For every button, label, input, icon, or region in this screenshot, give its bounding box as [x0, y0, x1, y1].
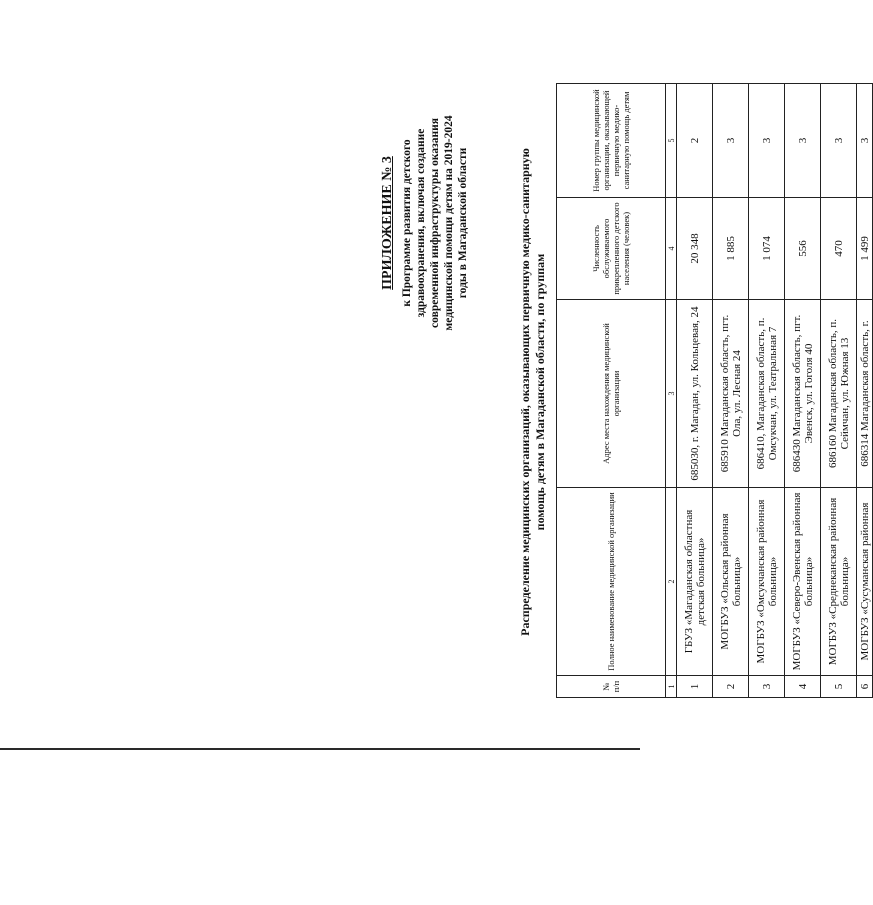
table-row [785, 84, 821, 698]
appendix-line: медицинской помощи детям на 2019-2024 [443, 115, 455, 331]
table-row [713, 84, 749, 698]
column-number: 3 [666, 300, 677, 488]
row-number: 1 [677, 676, 713, 698]
organization-name: МОГБУЗ «Северо-Эвенская районная больница» [785, 488, 821, 676]
group-number: 3 [785, 84, 821, 198]
appendix-line: к Программе развития детского [401, 139, 413, 307]
appendix-line: годы в Магаданской области [457, 147, 469, 299]
header-cell-number: № п/п [557, 676, 666, 698]
group-number: 2 [677, 84, 713, 198]
child-population: 1 885 [713, 198, 749, 300]
document-title [518, 72, 548, 712]
table-row [677, 84, 713, 698]
row-number: 4 [785, 676, 821, 698]
header-cell-name: Полное наименование медицинской организации [557, 488, 666, 676]
column-number-row [666, 84, 677, 698]
table-row [821, 84, 857, 698]
header-cell-address: Адрес места нахождения медицинской организации [557, 300, 666, 488]
document-title-line: Распределение медицинских организаций, оказывающих первичную медико-санитарную [518, 148, 532, 636]
organization-name: МОГБУЗ «Омсукчанская районная больница» [749, 488, 785, 676]
child-population: 20 348 [677, 198, 713, 300]
organization-name: ГБУЗ «Магаданская областная детская больница» [677, 488, 713, 676]
header-cell-group: Номер группы медицинской организации, оказывающей первичную медико-санитарную помощь детям [557, 84, 666, 198]
table-header-row [557, 84, 666, 698]
organization-address: 685030, г. Магадан, ул. Кольцевая, 24 [677, 300, 713, 488]
column-number: 1 [666, 676, 677, 698]
row-number: 6 [857, 676, 873, 698]
table-row [857, 84, 873, 698]
organization-name: МОГБУЗ «Среднеканская районная больница» [821, 488, 857, 676]
column-number: 4 [666, 198, 677, 300]
organization-address: 686314 Магаданская область, г. [857, 300, 873, 488]
group-number: 3 [713, 84, 749, 198]
group-number: 3 [857, 84, 873, 198]
table-row [749, 84, 785, 698]
child-population: 1 074 [749, 198, 785, 300]
column-number: 2 [666, 488, 677, 676]
scan-edge-line [0, 748, 640, 750]
rotated-document-page [370, 72, 871, 712]
appendix-heading: ПРИЛОЖЕНИЕ № 3 [380, 156, 395, 290]
organization-address: 685910 Магаданская область, пгт. Ола, ул. Лесная 24 [713, 300, 749, 488]
organization-name: МОГБУЗ «Сусуманская районная [857, 488, 873, 676]
header-cell-population: Численность обслуживаемого прикрепленного детского населения (человек) [557, 198, 666, 300]
row-number: 3 [749, 676, 785, 698]
row-number: 2 [713, 676, 749, 698]
organization-name: МОГБУЗ «Ольская районная больница» [713, 488, 749, 676]
organization-address: 686160 Магаданская область, п. Сеймчан, ул. Южная 13 [821, 300, 857, 488]
document-title-line: помощь детям в Магаданской области, по группам [533, 253, 547, 531]
appendix-line: современной инфраструктуры оказания [429, 118, 441, 328]
child-population: 1 499 [857, 198, 873, 300]
organization-address: 686430 Магаданская область, пгт. Эвенск, ул. Гоголя 40 [785, 300, 821, 488]
appendix-line: здравоохранения, включая создание [415, 128, 427, 318]
column-number: 5 [666, 84, 677, 198]
child-population: 470 [821, 198, 857, 300]
appendix-block [380, 78, 470, 368]
child-population: 556 [785, 198, 821, 300]
organization-address: 686410, Магаданская область, п. Омсукчан, ул. Театральная 7 [749, 300, 785, 488]
group-number: 3 [749, 84, 785, 198]
group-number: 3 [821, 84, 857, 198]
organizations-table [556, 83, 873, 698]
row-number: 5 [821, 676, 857, 698]
